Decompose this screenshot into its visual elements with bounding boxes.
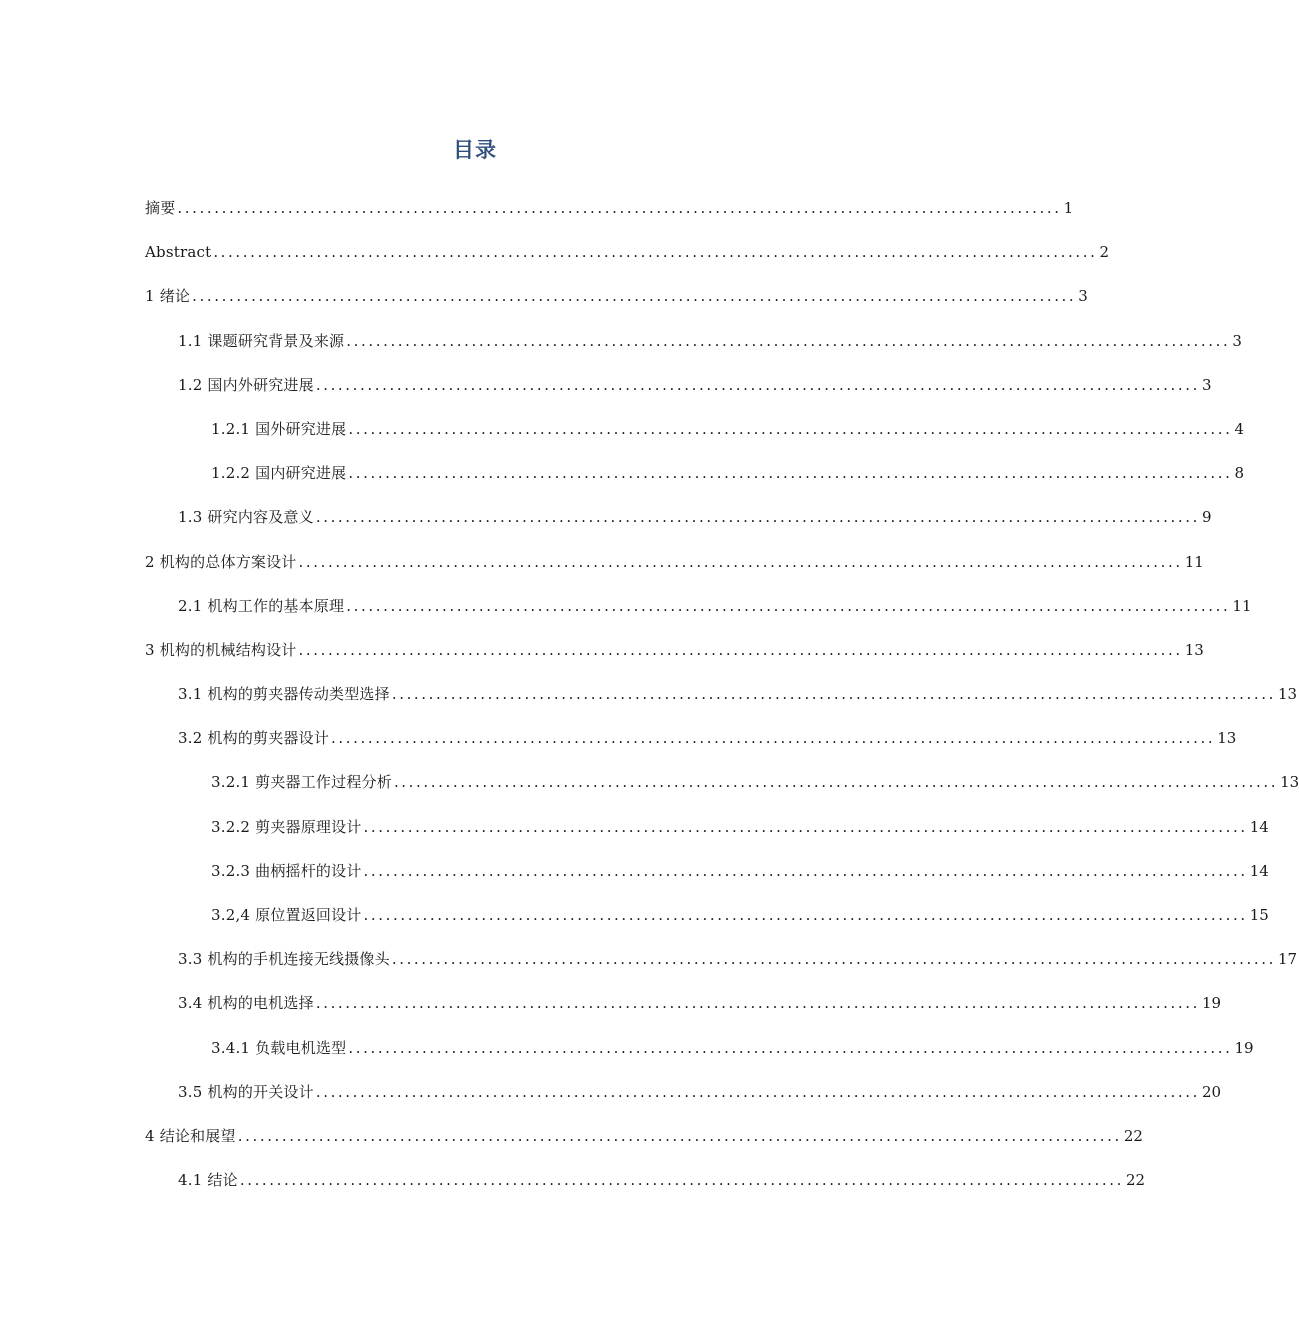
toc-entry-page: 11 [1184, 552, 1204, 571]
toc-entry-page: 19 [1202, 994, 1222, 1013]
toc-dot-leader: ........................................................................................................................ [192, 287, 1077, 306]
toc-dot-leader: ........................................................................................................................ [315, 508, 1200, 527]
toc-entry-page: 22 [1123, 1126, 1143, 1145]
toc-dot-leader: ........................................................................................................................ [363, 817, 1248, 836]
toc-entry-label: 3.3 机构的手机连接无线摄像头 [178, 950, 390, 969]
toc-dot-leader: ........................................................................................................................ [393, 773, 1279, 792]
toc-entry-page: 9 [1202, 508, 1212, 527]
toc-entry-page: 22 [1126, 1171, 1146, 1190]
toc-entry-label: 3.2.1 剪夹器工作过程分析 [211, 773, 392, 792]
toc-entry-page: 13 [1184, 640, 1204, 659]
toc-entry-label: 3.4.1 负载电机选型 [211, 1038, 347, 1057]
toc-title: 目录 [453, 138, 497, 162]
toc-entry-label: 3 机构的机械结构设计 [145, 640, 297, 659]
toc-entry[interactable] [145, 902, 1269, 946]
toc-entry[interactable] [145, 1035, 1254, 1079]
toc-entry[interactable] [145, 946, 1298, 990]
toc-entry-label: 4.1 结论 [178, 1171, 238, 1190]
toc-entry-label: Abstract [145, 243, 212, 262]
toc-entry[interactable] [145, 504, 1212, 548]
toc-dot-leader: ........................................................................................................................ [363, 861, 1248, 880]
toc-entry-page: 3 [1232, 331, 1242, 350]
toc-entry-label: 4 结论和展望 [145, 1126, 236, 1145]
toc-entry[interactable] [145, 858, 1269, 902]
toc-dot-leader: ........................................................................................................................ [346, 331, 1231, 350]
toc-entry-label: 3.4 机构的电机选择 [178, 994, 314, 1013]
toc-entry-page: 13 [1278, 685, 1298, 704]
toc-entry-label: 3.2 机构的剪夹器设计 [178, 729, 330, 748]
toc-entry-label: 3.2,4 原位置返回设计 [211, 906, 362, 924]
toc-entry-label: 2 机构的总体方案设计 [145, 552, 297, 571]
toc-dot-leader: ........................................................................................................................ [348, 419, 1233, 438]
toc-dot-leader: ........................................................................................................................ [213, 243, 1098, 262]
toc-entry[interactable] [145, 239, 1110, 283]
toc-dot-leader: ........................................................................................................................ [348, 1038, 1233, 1057]
toc-entry[interactable] [145, 593, 1252, 637]
toc-dot-leader: ........................................................................................................................ [346, 596, 1231, 615]
toc-entry-page: 4 [1234, 419, 1245, 438]
toc-entry-label: 3.2.3 曲柄摇杆的设计 [211, 861, 362, 880]
toc-entry-page: 19 [1234, 1038, 1254, 1057]
toc-list [145, 195, 1299, 1211]
toc-dot-leader: ........................................................................................................................ [298, 640, 1183, 659]
toc-entry-label: 1.2 国内外研究进展 [178, 375, 314, 394]
toc-dot-leader: ........................................................................................................................ [315, 1082, 1200, 1101]
toc-dot-leader: ........................................................................................................................ [315, 375, 1200, 394]
toc-entry[interactable] [145, 549, 1204, 593]
toc-entry-page: 8 [1234, 464, 1245, 483]
toc-entry[interactable] [145, 1079, 1222, 1123]
toc-dot-leader: ........................................................................................................................ [391, 685, 1276, 704]
toc-entry[interactable] [145, 1167, 1146, 1211]
toc-entry[interactable] [145, 328, 1242, 372]
toc-entry-label: 3.1 机构的剪夹器传动类型选择 [178, 685, 390, 704]
toc-entry-page: 13 [1217, 729, 1237, 748]
toc-entry[interactable] [145, 681, 1298, 725]
toc-entry[interactable] [145, 460, 1245, 504]
toc-dot-leader: ........................................................................................................................ [239, 1171, 1124, 1190]
toc-entry-page: 2 [1099, 243, 1110, 262]
toc-entry-page: 11 [1232, 596, 1252, 615]
toc-entry-label: 1.2.1 国外研究进展 [211, 419, 347, 438]
toc-entry-label: 1.1 课题研究背景及来源 [178, 331, 345, 350]
toc-entry-page: 3 [1202, 375, 1212, 394]
toc-entry[interactable] [145, 637, 1204, 681]
toc-entry-page: 13 [1280, 773, 1299, 792]
toc-entry-page: 14 [1249, 817, 1269, 836]
toc-entry-page: 15 [1249, 906, 1269, 924]
toc-entry[interactable] [145, 416, 1245, 460]
toc-entry-page: 14 [1249, 861, 1269, 880]
toc-entry-label: 1.3 研究内容及意义 [178, 508, 314, 527]
toc-entry[interactable] [145, 725, 1237, 769]
toc-dot-leader: ........................................................................................................................ [315, 994, 1200, 1013]
toc-dot-leader: ........................................................................................................................ [391, 950, 1276, 969]
toc-entry-page: 20 [1202, 1082, 1222, 1101]
toc-entry-label: 1.2.2 国内研究进展 [211, 464, 347, 483]
toc-dot-leader: ........................................................................................................................ [298, 552, 1183, 571]
toc-entry-label: 1 绪论 [145, 287, 191, 306]
toc-entry[interactable] [145, 769, 1299, 813]
toc-entry-page: 3 [1078, 287, 1088, 306]
toc-entry[interactable] [145, 283, 1088, 327]
toc-entry[interactable] [145, 1123, 1143, 1167]
toc-entry-label: 3.5 机构的开关设计 [178, 1082, 314, 1101]
toc-dot-leader: ........................................................................................................................ [331, 729, 1216, 748]
toc-entry[interactable] [145, 195, 1074, 239]
toc-dot-leader: ........................................................................................................................ [237, 1126, 1122, 1145]
toc-entry[interactable] [145, 372, 1212, 416]
toc-dot-leader: ........................................................................................................................ [348, 464, 1233, 483]
toc-entry-page: 17 [1278, 950, 1298, 969]
toc-entry-label: 摘要 [145, 199, 176, 217]
toc-entry-page: 1 [1063, 199, 1074, 217]
toc-dot-leader: ........................................................................................................................ [363, 906, 1248, 924]
toc-entry-label: 3.2.2 剪夹器原理设计 [211, 817, 362, 836]
toc-entry-label: 2.1 机构工作的基本原理 [178, 596, 345, 615]
toc-dot-leader: ........................................................................................................................ [177, 199, 1062, 217]
toc-entry[interactable] [145, 814, 1269, 858]
toc-entry[interactable] [145, 990, 1222, 1034]
